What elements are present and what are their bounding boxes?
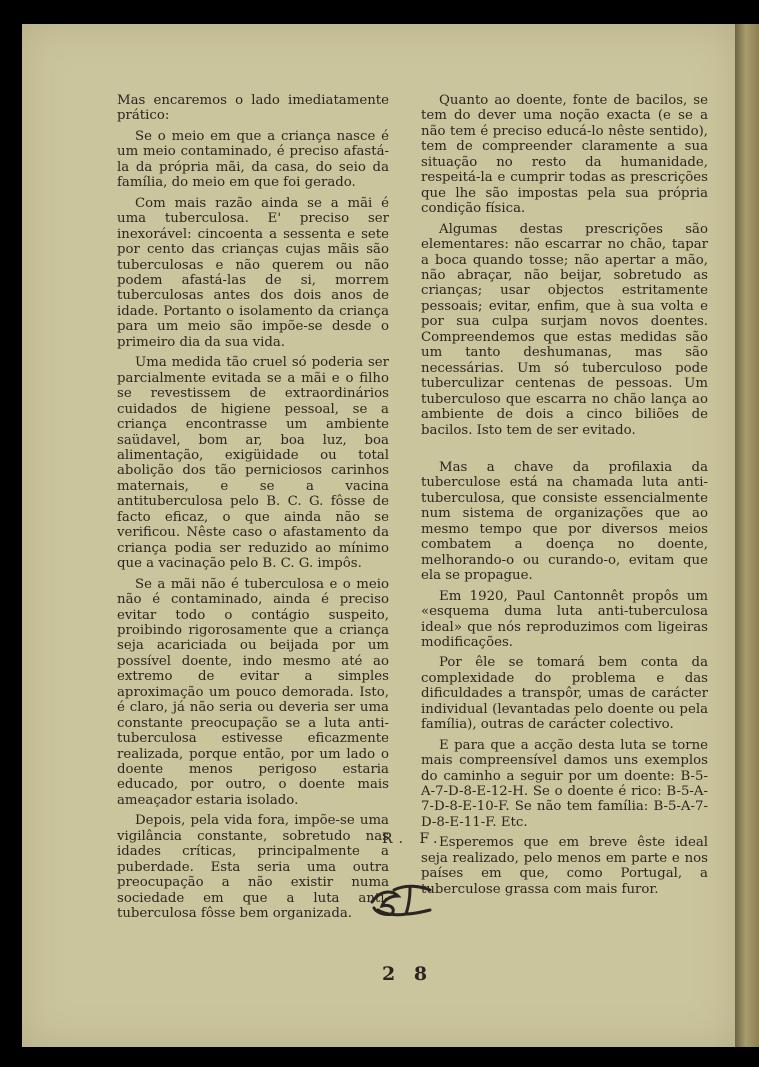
left-column	[117, 93, 389, 922]
paragraph: Mas a chave da profilaxia da tuberculose está na chamada luta anti-tuberculosa, que consiste essencialmente num sistema de organizações que ao mesmo tempo que por diversos meios combatem a doença no doente, melhorando-o ou curando-o, evitam que ela se propague.	[421, 459, 708, 584]
page-number: 2 8	[382, 963, 434, 985]
paragraph: E para que a acção desta luta se torne mais compreensível damos uns exemplos do caminho a seguir por um doente: B-5-A-7-D-8-E-12-H. Se o doente é rico: B-5-A-7-D-8-E-10-F. Se não tem família: B-5-A-7-D-8-E-11-F. Etc.	[421, 737, 708, 830]
paragraph: Se o meio em que a criança nasce é um meio contaminado, é preciso afastá-la da própria mãi, da casa, do seio da família, do meio em que foi gerado.	[117, 128, 389, 191]
page-edge	[735, 24, 759, 1047]
author-initials: R. F.	[382, 831, 444, 847]
paragraph: Mas encaremos o lado imediatamente prático:	[117, 93, 389, 124]
paragraph: Em 1920, Paul Cantonnêt propôs um «esquema duma luta anti-tuberculosa ideal» que nós reproduzimos com ligeiras modificações.	[421, 588, 708, 650]
paragraph: Com mais razão ainda se a mãi é uma tuberculosa. E' preciso ser inexorável: cincoenta a sessenta e sete por cento das crianças cujas mãis são tuberculosas e não querem ou não podem afastá-las de si, morrem tuberculosas antes dos dois anos de idade. Portanto o isolamento da criança para um meio são impõe-se desde o primeiro dia da sua vida.	[117, 195, 389, 350]
paragraph: Por êle se tomará bem conta da complexidade do problema e das dificuldades a transpôr, umas de carácter individual (levantadas pelo doente ou pela família), outras de carácter colectivo.	[421, 655, 708, 733]
paragraph: Algumas destas prescrições são elementares: não escarrar no chão, tapar a boca quando tosse; não apertar a mão, não abraçar, não beijar, sobretudo as crianças; usar objectos estritamente pessoais; evitar, enfim, que à sua volta e por sua culpa surjam novos doentes. Compreendemos que estas medidas são um tanto deshumanas, mas são necessárias. Um só tuberculoso pode tuberculizar centenas de pessoas. Um tuberculoso que escarra no chão lança ao ambiente de dois a cinco biliões de bacilos. Isto tem de ser evitado.	[421, 221, 708, 438]
paragraph: Depois, pela vida fora, impõe-se uma vigilância constante, sobretudo nas idades críticas, principalmente a puberdade. Esta seria uma outra preocupação a não existir numa sociedade em que a luta anti-tuberculosa fôsse bem organizada.	[117, 813, 389, 922]
paragraph: Uma medida tão cruel só poderia ser parcialmente evitada se a mãi e o filho se revestissem de extraordinários cuidados de higiene pessoal, se a criança encontrasse um ambiente saüdavel, bom ar, boa luz, boa alimentação, exigüidade ou total abolição dos tão perniciosos carinhos maternais, e se a vacina antituberculosa pelo B. C. G. fôsse de facto eficaz, o que ainda não se verificou. Nêste caso o afastamento da criança podia ser reduzido ao mínimo que a vacinação pelo B. C. G. impôs.	[117, 355, 389, 572]
right-column	[421, 93, 708, 897]
paragraph: Quanto ao doente, fonte de bacilos, se tem do dever uma noção exacta (e se a não tem é preciso educá-lo nêste sentido), tem de compreender claramente a sua situação no resto da humanidade, respeitá-la e cumprir todas as prescrições que lhe são impostas pela sua própria condição física.	[421, 93, 708, 217]
paragraph: Se a mãi não é tuberculosa e o meio não é contaminado, ainda é preciso evitar todo o contágio suspeito, proibindo rigorosamente que a criança seja acariciada ou beijada por um possível doente, indo mesmo até ao extremo de evitar a simples aproximação um pouco demorada. Isto, é claro, já não seria ou deveria ser uma constante preocupação se a luta anti-tuberculosa estivesse eficazmente realizada, porque então, por um lado o doente menos perigoso estaria educado, por outro, o doente mais ameaçador estaria isolado.	[117, 576, 389, 808]
monogram-ornament-icon	[366, 880, 436, 920]
paragraph: Esperemos que em breve êste ideal seja realizado, pelo menos em parte e nos países em que, como Portugal, a tuberculose grassa com mais furor.	[421, 835, 708, 897]
